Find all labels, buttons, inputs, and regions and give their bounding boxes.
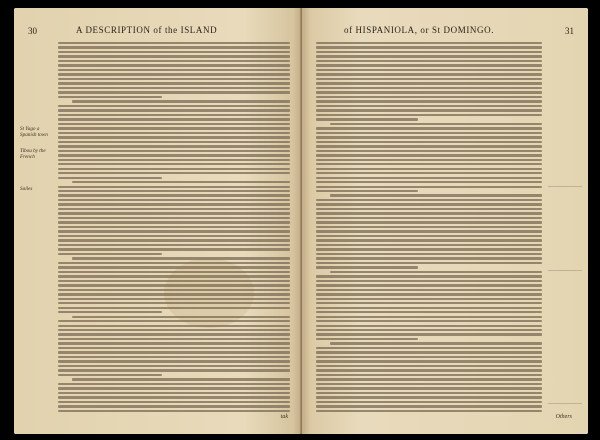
- text-line: [316, 132, 542, 134]
- text-line: [58, 163, 290, 165]
- text-line: [58, 141, 290, 143]
- text-line: [316, 118, 418, 120]
- text-line: [58, 329, 290, 331]
- text-line: [316, 46, 542, 48]
- text-line: [316, 383, 542, 385]
- text-line: [58, 338, 290, 340]
- text-line: [58, 132, 290, 134]
- text-line: [58, 82, 290, 84]
- text-line: [58, 136, 290, 138]
- text-line: [316, 378, 542, 380]
- text-line: [58, 248, 290, 250]
- text-line: [58, 55, 290, 57]
- text-line: [316, 253, 542, 255]
- left-running-header: A DESCRIPTION of the ISLAND: [76, 25, 218, 35]
- text-line: [58, 401, 290, 403]
- text-line: [316, 410, 542, 412]
- text-line: [316, 293, 542, 295]
- margin-note-right: [548, 186, 582, 209]
- text-line: [316, 329, 542, 331]
- text-line: [58, 199, 290, 201]
- text-line: [58, 365, 290, 367]
- text-line: [316, 280, 542, 282]
- text-line: [316, 60, 542, 62]
- text-line: [316, 387, 542, 389]
- text-line: [316, 96, 542, 98]
- text-line: [58, 262, 290, 264]
- text-line: [316, 374, 542, 376]
- text-line: [330, 271, 542, 273]
- text-line: [316, 105, 542, 107]
- text-line: [316, 289, 542, 291]
- text-line: [316, 51, 542, 53]
- text-line: [316, 145, 542, 147]
- text-line: [58, 311, 162, 313]
- text-line: [58, 159, 290, 161]
- text-line: [316, 87, 542, 89]
- text-line: [316, 159, 542, 161]
- text-line: [316, 351, 542, 353]
- text-line: [58, 369, 290, 371]
- text-line: [316, 262, 542, 264]
- text-line: [58, 405, 290, 407]
- text-line: [316, 298, 542, 300]
- text-line: [58, 105, 290, 107]
- book-spread: [14, 8, 588, 434]
- text-line: [316, 405, 542, 407]
- text-line: [58, 396, 290, 398]
- text-line: [58, 221, 290, 223]
- text-line: [58, 96, 162, 98]
- text-line: [316, 230, 542, 232]
- text-line: [316, 186, 542, 188]
- text-line: [316, 266, 418, 268]
- text-line: [316, 168, 542, 170]
- text-line: [58, 172, 290, 174]
- text-line: [316, 392, 542, 394]
- text-line: [316, 239, 542, 241]
- left-catchword: tak: [280, 414, 288, 420]
- text-line: [316, 401, 542, 403]
- text-line: [58, 64, 290, 66]
- text-line: [58, 51, 290, 53]
- text-line: [316, 177, 542, 179]
- left-page: [14, 8, 302, 434]
- text-line: [316, 109, 542, 111]
- text-line: [316, 369, 542, 371]
- text-line: [316, 347, 542, 349]
- text-line: [58, 118, 290, 120]
- text-line: [316, 316, 542, 318]
- text-line: [316, 73, 542, 75]
- text-line: [58, 73, 290, 75]
- text-line: [316, 307, 542, 309]
- text-line: [330, 194, 542, 196]
- text-line: [330, 123, 542, 125]
- text-line: [330, 342, 542, 344]
- text-line: [58, 244, 290, 246]
- text-line: [58, 154, 290, 156]
- text-line: [58, 208, 290, 210]
- text-line: [58, 333, 290, 335]
- text-line: [58, 239, 290, 241]
- text-line: [316, 244, 542, 246]
- text-line: [58, 226, 290, 228]
- text-line: [58, 78, 290, 80]
- text-line: [316, 360, 542, 362]
- margin-note-right: [548, 270, 582, 287]
- text-line: [58, 374, 162, 376]
- text-line: [58, 145, 290, 147]
- text-line: [58, 186, 290, 188]
- text-line: [58, 150, 290, 152]
- text-line: [58, 351, 290, 353]
- text-line: [316, 221, 542, 223]
- text-line: [316, 325, 542, 327]
- text-line: [316, 136, 542, 138]
- text-line: [316, 226, 542, 228]
- text-line: [58, 266, 290, 268]
- text-line: [316, 235, 542, 237]
- text-line: [316, 127, 542, 129]
- text-line: [316, 396, 542, 398]
- text-line: [316, 212, 542, 214]
- text-line: [316, 55, 542, 57]
- text-line: [58, 168, 290, 170]
- text-line: [58, 410, 290, 412]
- text-line: [316, 91, 542, 93]
- text-line: [316, 208, 542, 210]
- text-line: [316, 275, 542, 277]
- text-line: [316, 150, 542, 152]
- text-line: [58, 127, 290, 129]
- margin-note: St Yago a Spanish town: [20, 126, 48, 138]
- text-line: [58, 230, 290, 232]
- right-running-header: of HISPANIOLA, or St DOMINGO.: [344, 25, 495, 35]
- text-line: [316, 114, 542, 116]
- text-line: [58, 194, 290, 196]
- text-line: [316, 199, 542, 201]
- text-line: [316, 320, 542, 322]
- text-line: [316, 100, 542, 102]
- text-line: [58, 91, 290, 93]
- text-line: [316, 42, 542, 44]
- text-line: [58, 253, 162, 255]
- text-line: [316, 69, 542, 71]
- text-line: [58, 60, 290, 62]
- text-line: [72, 100, 290, 102]
- text-line: [72, 257, 290, 259]
- left-body-text: [58, 42, 290, 414]
- text-line: [58, 342, 290, 344]
- text-line: [58, 235, 290, 237]
- text-line: [58, 392, 290, 394]
- text-line: [316, 284, 542, 286]
- right-page-number: 31: [565, 26, 574, 36]
- text-line: [316, 333, 542, 335]
- text-line: [58, 347, 290, 349]
- text-line: [316, 356, 542, 358]
- text-line: [316, 181, 542, 183]
- text-line: [316, 172, 542, 174]
- text-line: [316, 302, 542, 304]
- text-line: [316, 64, 542, 66]
- margin-note: Sailes: [20, 186, 33, 192]
- text-line: [58, 190, 290, 192]
- left-page-number: 30: [28, 26, 37, 36]
- text-line: [72, 378, 290, 380]
- text-line: [316, 248, 542, 250]
- right-catchword: Others: [555, 414, 572, 420]
- text-line: [58, 320, 290, 322]
- text-line: [58, 356, 290, 358]
- text-line: [58, 325, 290, 327]
- text-line: [58, 46, 290, 48]
- text-line: [58, 360, 290, 362]
- text-line: [58, 123, 290, 125]
- text-line: [316, 257, 542, 259]
- text-line: [316, 190, 418, 192]
- text-line: [58, 217, 290, 219]
- text-line: [316, 203, 542, 205]
- text-line: [72, 181, 290, 183]
- text-line: [58, 87, 290, 89]
- text-line: [316, 78, 542, 80]
- margin-note: Tibou by the French: [20, 148, 46, 160]
- text-line: [316, 141, 542, 143]
- text-line: [58, 203, 290, 205]
- right-body-text: [316, 42, 542, 414]
- right-page: [302, 8, 588, 434]
- text-line: [58, 212, 290, 214]
- text-line: [316, 311, 542, 313]
- text-line: [316, 365, 542, 367]
- text-line: [58, 114, 290, 116]
- text-line: [58, 42, 290, 44]
- text-line: [58, 109, 290, 111]
- text-line: [316, 217, 542, 219]
- paper-stain: [164, 258, 254, 328]
- text-line: [316, 82, 542, 84]
- text-line: [58, 383, 290, 385]
- text-line: [316, 154, 542, 156]
- text-line: [58, 69, 290, 71]
- text-line: [58, 177, 162, 179]
- text-line: [316, 163, 542, 165]
- text-line: [316, 338, 418, 340]
- text-line: [58, 387, 290, 389]
